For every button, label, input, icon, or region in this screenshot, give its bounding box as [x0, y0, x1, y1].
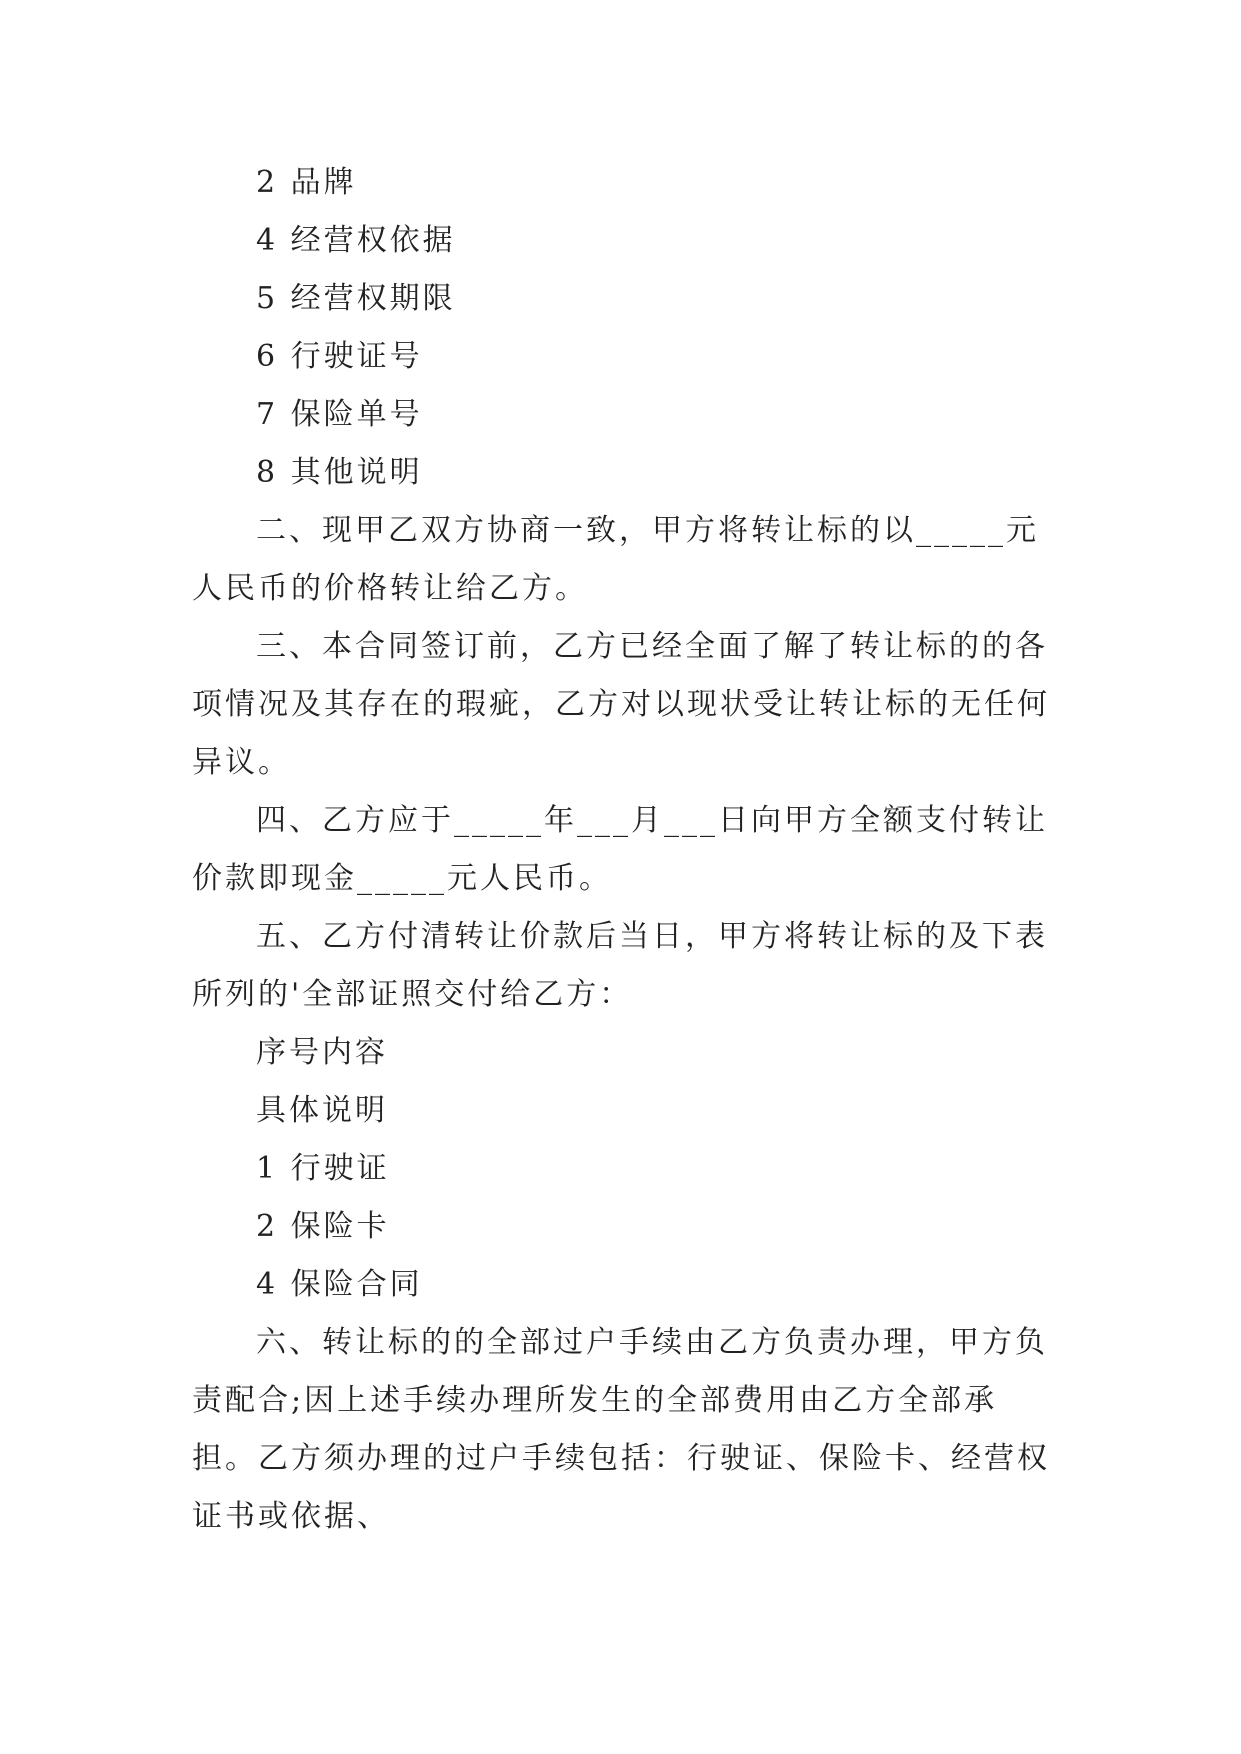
- clause-two-price: 二、现甲乙双方协商一致，甲方将转让标的以_____元人民币的价格转让给乙方。: [192, 513, 1039, 606]
- list-item-license-term: 5 经营权期限: [256, 281, 456, 316]
- clause-four-payment: 四、乙方应于_____年___月___日向甲方全额支付转让价款即现金_____元人民币。: [192, 803, 1048, 896]
- list-item-brand: 2 品牌: [256, 165, 357, 200]
- list-item-insurance-number: 7 保险单号: [256, 397, 423, 432]
- list-item-license-basis: 4 经营权依据: [256, 223, 456, 258]
- list-item-other-notes: 8 其他说明: [256, 455, 423, 490]
- clause-three-acknowledgement: 三、本合同签订前，乙方已经全面了解了转让标的的各项情况及其存在的瑕疵，乙方对以现状受让转让标的无任何异议。: [192, 629, 1050, 780]
- table-header-number-content: 序号内容: [256, 1035, 388, 1070]
- document-body: [192, 154, 1052, 1546]
- table-row-insurance-contract: 4 保险合同: [256, 1267, 423, 1302]
- table-row-insurance-card: 2 保险卡: [256, 1209, 390, 1244]
- clause-six-transfer-procedures: 六、转让标的的全部过户手续由乙方负责办理，甲方负责配合;因上述手续办理所发生的全部费用由乙方全部承担。乙方须办理的过户手续包括：行驶证、保险卡、经营权证书或依据、: [192, 1325, 1050, 1534]
- table-row-vehicle-license: 1 行驶证: [256, 1151, 390, 1186]
- list-item-vehicle-license-number: 6 行驶证号: [256, 339, 423, 374]
- table-header-description: 具体说明: [256, 1093, 388, 1128]
- clause-five-delivery: 五、乙方付清转让价款后当日，甲方将转让标的及下表所列的'全部证照交付给乙方：: [192, 919, 1048, 1012]
